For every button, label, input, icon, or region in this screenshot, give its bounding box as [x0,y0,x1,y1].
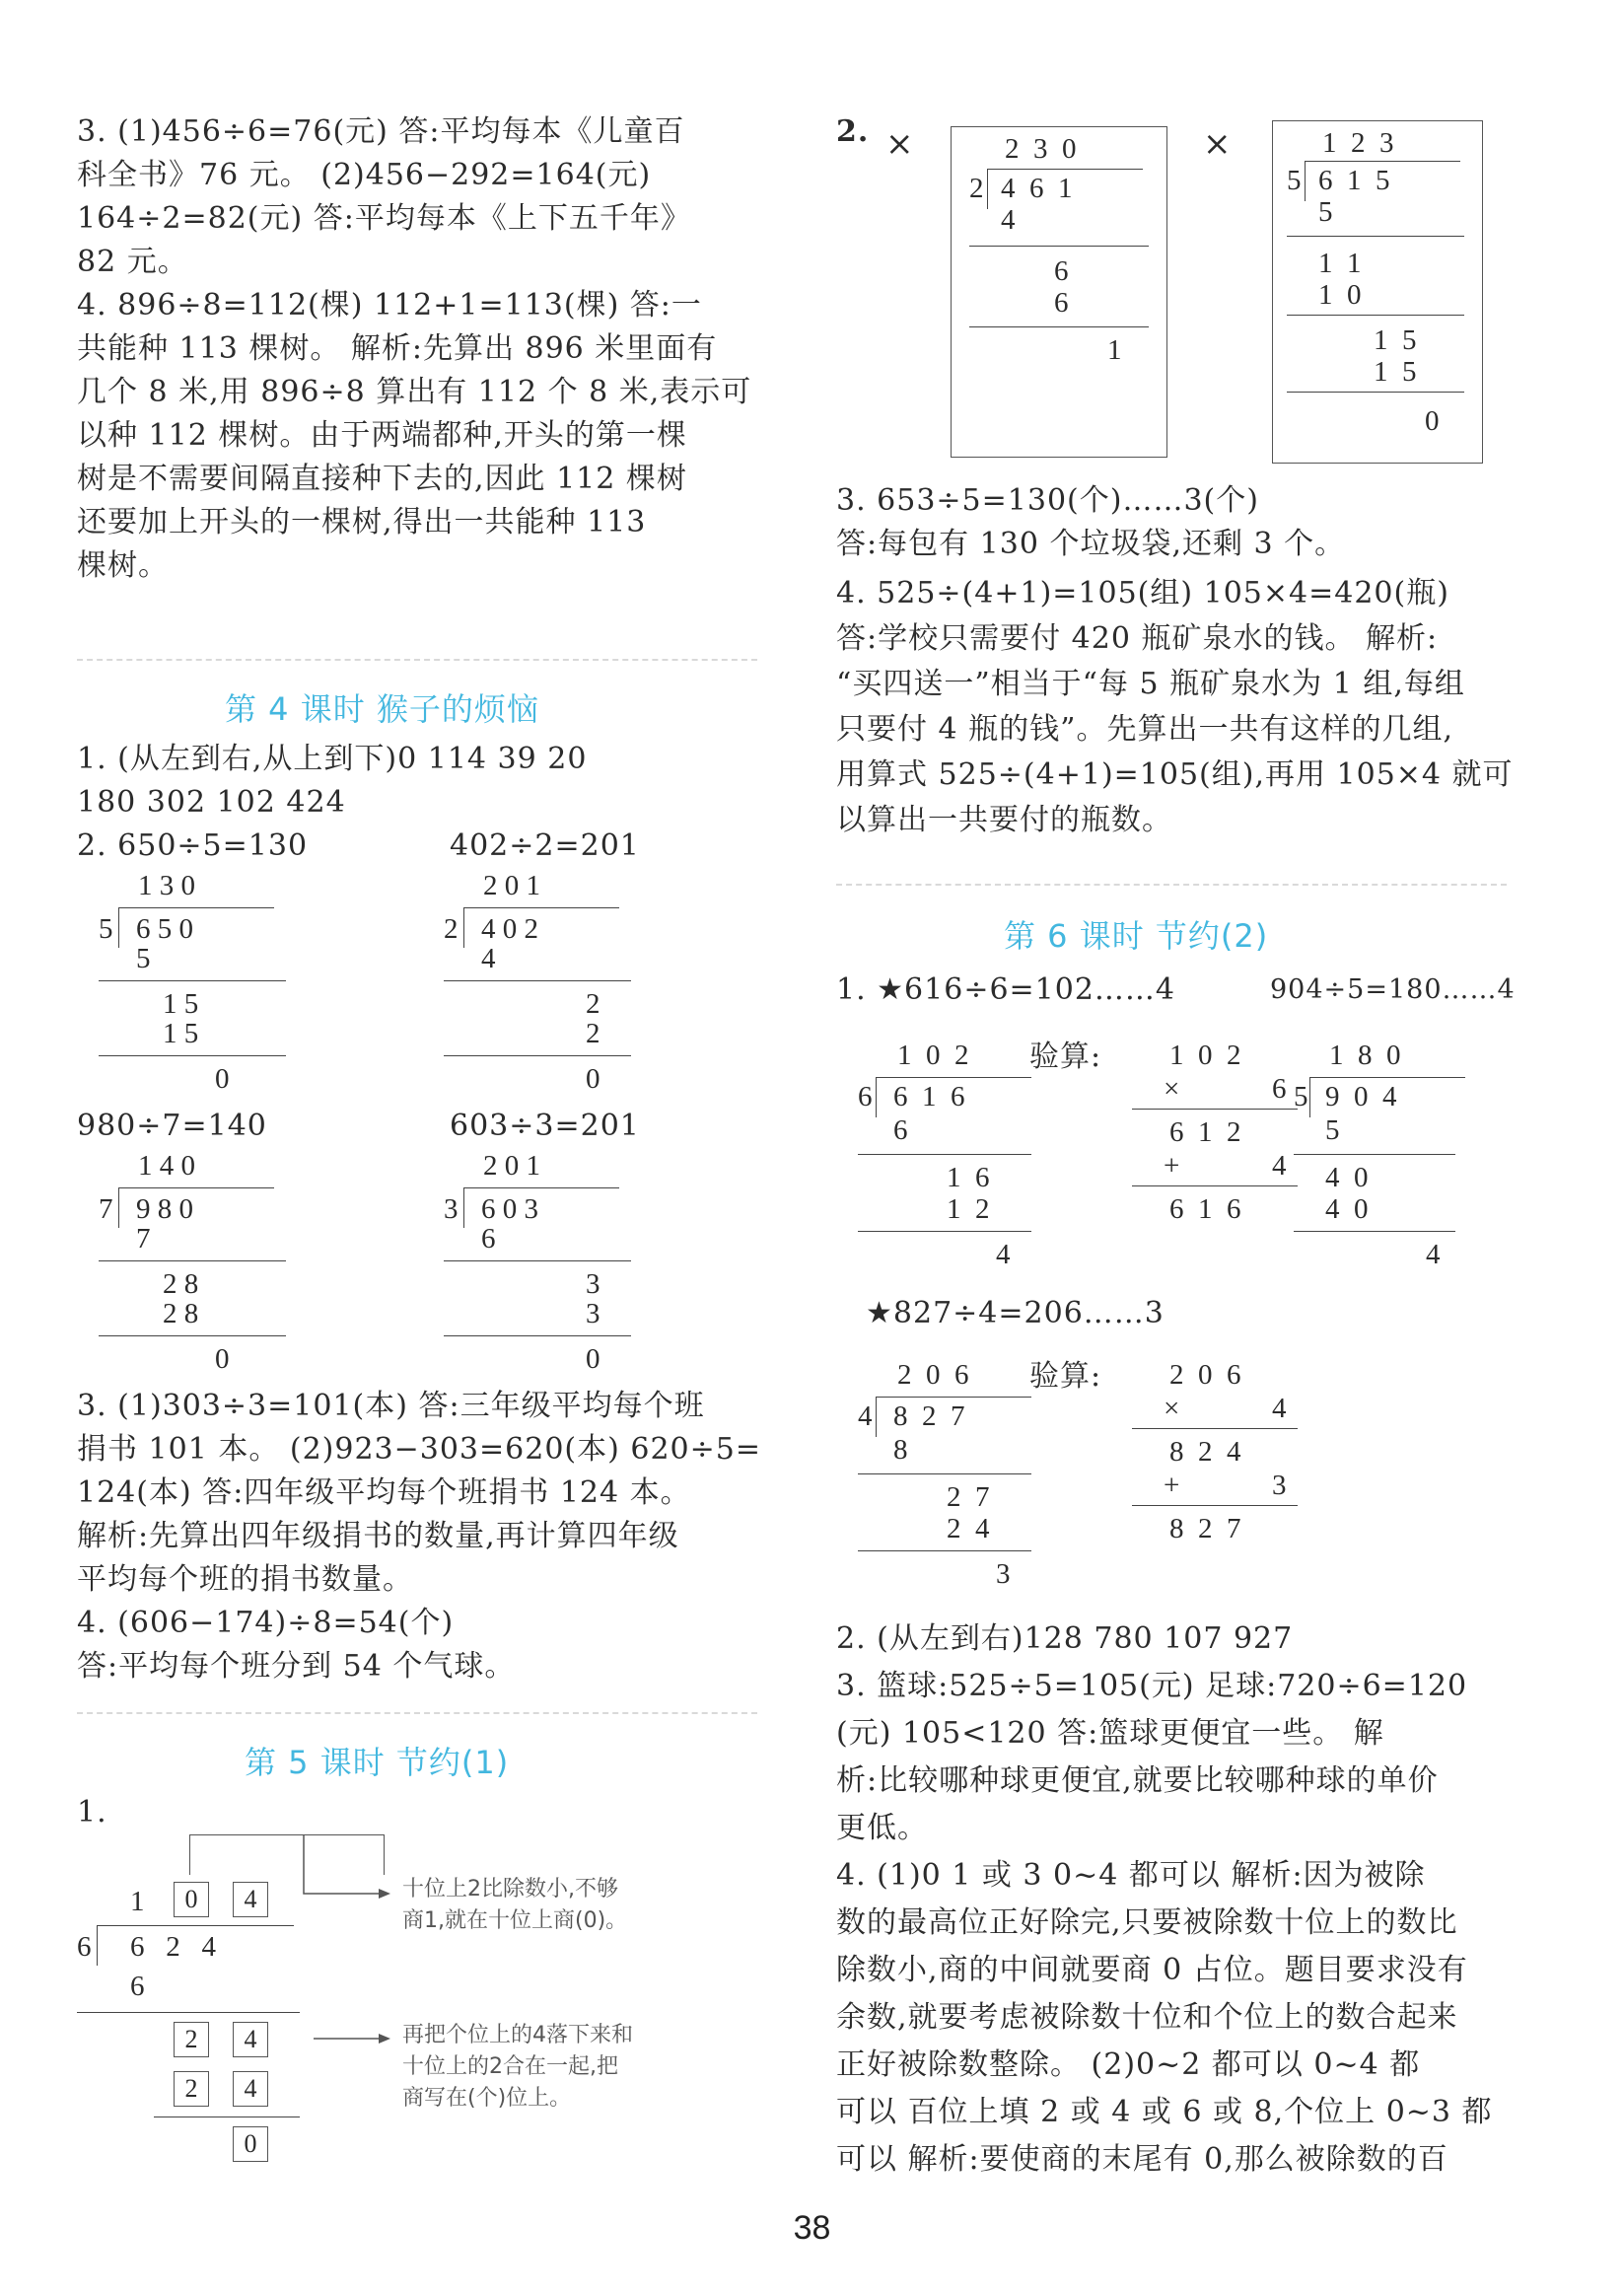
rule [987,169,1143,170]
division-bracket [463,1187,478,1228]
text-line: 可以 百位上填 2 或 4 或 6 或 8,个位上 0~3 都 [836,2095,1493,2129]
remainder-box: 4 [233,2022,268,2057]
subtrahend: 1 5 [1374,356,1417,388]
equation: 1. ★616÷6=102……4 [836,972,1176,1007]
lesson-5-title: 第 5 课时 节约(1) [245,1744,510,1781]
arrow-icon [379,2034,390,2044]
times-icon: × [1164,1393,1180,1424]
cross-icon: × [1203,124,1233,164]
divisor: 3 [444,1193,459,1225]
remainder-box: 2 [174,2071,209,2107]
quotient: 2 0 1 [483,1150,540,1182]
rule [1132,1185,1298,1186]
divisor: 2 [444,913,459,945]
text-line: 180 302 102 424 [77,785,346,820]
text-line: 4. 896÷8=112(棵) 112+1=113(棵) 答:一 [77,288,702,323]
long-division-904 [1294,1038,1491,1274]
long-division-461 [969,131,1166,447]
rule [858,1154,1031,1155]
annotation: 商1,就在十位上商(0)。 [402,1908,628,1933]
equation: 2. 650÷5=130 [77,828,309,863]
text-line: 科全书》76 元。 (2)456−292=164(元) [77,158,652,192]
rule [1294,1231,1455,1232]
divisor: 6 [77,1931,92,1963]
remainder: 0 [215,1063,230,1095]
long-division-827 [858,1357,1055,1594]
dividend: 9 8 0 [136,1193,193,1225]
remainder-box: 2 [174,2022,209,2057]
partial: 2 8 [163,1268,199,1300]
check-label: 验算: [1029,1359,1102,1394]
check-row: 3 [1272,1470,1287,1501]
quotient: 1 4 0 [138,1150,195,1182]
text-line: 捐书 101 本。 (2)923−303=620(本) 620÷5= [77,1432,761,1467]
remainder: 0 [215,1343,230,1375]
page-number: 38 [793,2209,831,2247]
division-bracket [463,907,478,948]
rule [1287,392,1464,393]
quotient: 1 8 0 [1329,1040,1401,1071]
division-bracket [118,907,133,948]
divisor: 5 [1287,165,1302,196]
text-line: 82 元。 [77,245,188,279]
rule [876,1397,1031,1398]
partial: 1 5 [1374,324,1417,356]
subtrahend: 4 [1001,204,1016,236]
text-line: 164÷2=82(元) 答:平均每本《上下五千年》 [77,201,691,236]
text-line: 124(本) 答:四年级平均每个班捐书 124 本。 [77,1475,691,1510]
subtrahend: 6 [893,1114,908,1146]
quotient-box: 4 [233,1882,268,1917]
rule [118,907,274,908]
text-line: 答:平均每个班分到 54 个气球。 [77,1649,516,1684]
partial: 1 6 [947,1162,990,1193]
partial: 2 [586,988,600,1020]
rule [444,1055,631,1056]
partial: 6 [1054,255,1069,287]
dividend: 8 2 7 [893,1400,965,1432]
correction-box-461 [951,126,1167,458]
annotation: 十位上的2合在一起,把 [402,2054,618,2079]
text-line: 3. (1)456÷6=76(元) 答:平均每本《儿童百 [77,114,685,149]
rule [858,1231,1031,1232]
text-line: 还要加上开头的一棵树,得出一共能种 113 [77,505,647,539]
rule [969,246,1149,247]
remainder: 4 [1426,1239,1441,1270]
division-bracket [876,1077,890,1117]
text-line: 树是不需要间隔直接种下去的,因此 112 棵树 [77,462,687,496]
rule [99,1335,286,1336]
check-row: 2 0 6 [1169,1359,1241,1391]
text-line: 共能种 113 棵树。 解析:先算出 896 米里面有 [77,331,718,366]
subtrahend: 1 5 [163,1018,199,1049]
lesson-6-title: 第 6 课时 节约(2) [1004,917,1269,955]
annotation: 再把个位上的4落下来和 [402,2023,633,2047]
rule [858,1473,1031,1474]
dividend: 6 2 4 [130,1931,216,1963]
check-row: 6 1 2 [1169,1116,1241,1148]
rule [1132,1505,1298,1506]
subtrahend: 2 [586,1018,600,1049]
subtrahend: 2 4 [947,1513,990,1544]
remainder: 1 [1107,334,1122,366]
long-division-616 [858,1038,1055,1274]
partial: 4 0 [1325,1162,1369,1193]
divisor: 7 [99,1193,113,1225]
text-line: 以算出一共要付的瓶数。 [836,803,1172,837]
divisor: 4 [858,1400,873,1432]
remainder: 3 [996,1558,1011,1590]
quotient: 1 0 2 [897,1040,969,1071]
subtrahend: 6 [481,1223,496,1255]
text-line: 正好被除数整除。 (2)0~2 都可以 0~4 都 [836,2047,1421,2082]
long-division-650 [99,868,365,1114]
check-row: 8 2 7 [1169,1513,1241,1544]
equation: 603÷3=201 [450,1109,640,1143]
check-row: 4 [1272,1150,1287,1182]
rule [99,1260,286,1261]
equation: 402÷2=201 [450,828,640,863]
rule [444,1335,631,1336]
subtrahend: 5 [136,943,151,974]
text-line: 平均每个班的捐书数量。 [77,1562,413,1597]
division-bracket [1305,161,1319,201]
rule [858,1550,1031,1551]
long-division-402 [444,868,710,1114]
rule [99,1055,286,1056]
text-line: 2. (从左到右)128 780 107 927 [836,1621,1294,1656]
text-line: 3. (1)303÷3=101(本) 答:三年级平均每个班 [77,1389,705,1423]
text-line: 4. (606−174)÷8=54(个) [77,1606,455,1640]
division-bracket [987,169,1002,209]
subtrahend: 4 0 [1325,1193,1369,1225]
remainder: 0 [1425,405,1440,437]
text-line: 3. 653÷5=130(个)……3(个) [836,483,1259,518]
lesson-4-title: 第 4 课时 猴子的烦恼 [225,690,539,728]
subtrahend: 6 [130,1971,145,2002]
text-line: 3. 篮球:525÷5=105(元) 足球:720÷6=120 [836,1669,1468,1703]
cross-icon: × [885,124,915,164]
division-bracket [118,1187,133,1228]
check-row: 4 [1272,1393,1287,1424]
text-line: 几个 8 米,用 896÷8 算出有 112 个 8 米,表示可 [77,375,752,409]
text-line: “买四送一”相当于“每 5 瓶矿泉水为 1 组,每组 [836,667,1465,701]
quotient-digit: 1 [130,1886,145,1917]
rule [1132,1109,1298,1110]
quotient: 2 0 1 [483,870,540,901]
quotient: 2 3 0 [1005,133,1077,165]
annotation: 商写在(个)位上。 [402,2086,572,2111]
subtrahend: 1 2 [947,1193,990,1225]
remainder: 0 [586,1063,600,1095]
partial: 2 7 [947,1481,990,1513]
plus-icon: + [1164,1150,1180,1182]
divisor: 6 [858,1081,873,1112]
question-number: 2. [836,114,870,149]
subtrahend: 5 [1325,1114,1340,1146]
divisor: 5 [99,913,113,945]
subtrahend: 1 0 [1318,279,1362,311]
dividend: 6 0 3 [481,1193,538,1225]
quotient: 1 2 3 [1322,127,1394,159]
text-line: 除数小,商的中间就要商 0 占位。题目要求没有 [836,1953,1468,1987]
subtrahend: 6 [1054,287,1069,319]
section-divider [77,1712,757,1714]
check-827 [1132,1357,1287,1554]
long-division-603 [444,1148,710,1395]
text-line: 1. (从左到右,从上到下)0 114 39 20 [77,742,588,776]
rule [1305,161,1460,162]
division-diagram [77,1834,757,2180]
question-number: 1. [77,1795,107,1830]
subtrahend: 7 [136,1223,151,1255]
remainder-box: 0 [233,2126,268,2162]
quotient: 2 0 6 [897,1359,969,1391]
subtrahend: 8 [893,1434,908,1466]
dividend: 4 6 1 [1001,173,1073,204]
text-line: 更低。 [836,1811,928,1845]
text-line: 4. (1)0 1 或 3 0~4 都可以 解析:因为被除 [836,1858,1426,1893]
long-division-980 [99,1148,365,1395]
partial: 1 5 [163,988,199,1020]
equation: 904÷5=180……4 [1270,974,1516,1005]
rule [463,907,619,908]
dividend: 6 1 6 [893,1081,965,1112]
division-bracket [1309,1077,1324,1117]
partial: 1 1 [1318,248,1362,279]
section-divider [836,884,1507,886]
check-616 [1132,1038,1287,1235]
plus-icon: + [1164,1470,1180,1501]
correction-box-615 [1272,120,1483,464]
section-divider [77,659,757,661]
equation: 980÷7=140 [77,1109,267,1143]
remainder: 0 [586,1343,600,1375]
times-icon: × [1164,1073,1180,1105]
rule [1294,1154,1455,1155]
text-line: 以种 112 棵树。由于两端都种,开头的第一棵 [77,418,687,453]
text-line: 4. 525÷(4+1)=105(组) 105×4=420(瓶) [836,576,1449,610]
text-line: 只要付 4 瓶的钱”。先算出一共有这样的几组, [836,712,1454,747]
rule [1309,1077,1465,1078]
dividend: 9 0 4 [1325,1081,1397,1112]
divisor: 5 [1294,1081,1308,1112]
text-line: (元) 105<120 答:篮球更便宜一些。 解 [836,1716,1384,1751]
text-line: 棵树。 [77,548,169,583]
rule [1287,236,1464,237]
dividend: 6 5 0 [136,913,193,945]
equation: ★827÷4=206……3 [866,1296,1165,1330]
rule [118,1187,274,1188]
annotation: 十位上2比除数小,不够 [402,1877,618,1901]
subtrahend: 3 [586,1298,600,1329]
rule [1287,315,1464,316]
quotient-box: 0 [174,1882,209,1917]
arrow-icon [379,1889,390,1899]
rule [444,1260,631,1261]
division-bracket [876,1397,890,1437]
rule [876,1077,1031,1078]
remainder: 4 [996,1239,1011,1270]
subtrahend: 4 [481,943,496,974]
rule [444,980,631,981]
text-line: 可以 解析:要使商的末尾有 0,那么被除数的百 [836,2142,1448,2177]
rule [463,1187,619,1188]
rule [99,980,286,981]
check-row: 6 [1272,1073,1287,1105]
text-line: 余数,就要考虑被除数十位和个位上的数合起来 [836,2000,1458,2035]
quotient: 1 3 0 [138,870,195,901]
check-row: 6 1 6 [1169,1193,1241,1225]
subtrahend: 2 8 [163,1298,199,1329]
long-division-615 [1287,125,1484,461]
check-row: 1 0 2 [1169,1040,1241,1071]
rule [969,326,1149,327]
text-line: 答:学校只需要付 420 瓶矿泉水的钱。 解析: [836,621,1439,656]
check-row: 8 2 4 [1169,1436,1241,1468]
text-line: 解析:先算出四年级捐书的数量,再计算四年级 [77,1519,679,1553]
text-line: 用算式 525÷(4+1)=105(组),再用 105×4 就可 [836,757,1514,792]
partial: 3 [586,1268,600,1300]
dividend: 6 1 5 [1318,165,1390,196]
text-line: 数的最高位正好除完,只要被除数十位上的数比 [836,1905,1458,1940]
check-label: 验算: [1029,1040,1102,1074]
dividend: 4 0 2 [481,913,538,945]
subtrahend: 5 [1318,196,1333,228]
text-line: 析:比较哪种球更便宜,就要比较哪种球的单价 [836,1763,1439,1798]
remainder-box: 4 [233,2071,268,2107]
text-line: 答:每包有 130 个垃圾袋,还剩 3 个。 [836,527,1346,561]
divisor: 2 [969,173,984,204]
rule [1132,1428,1298,1429]
